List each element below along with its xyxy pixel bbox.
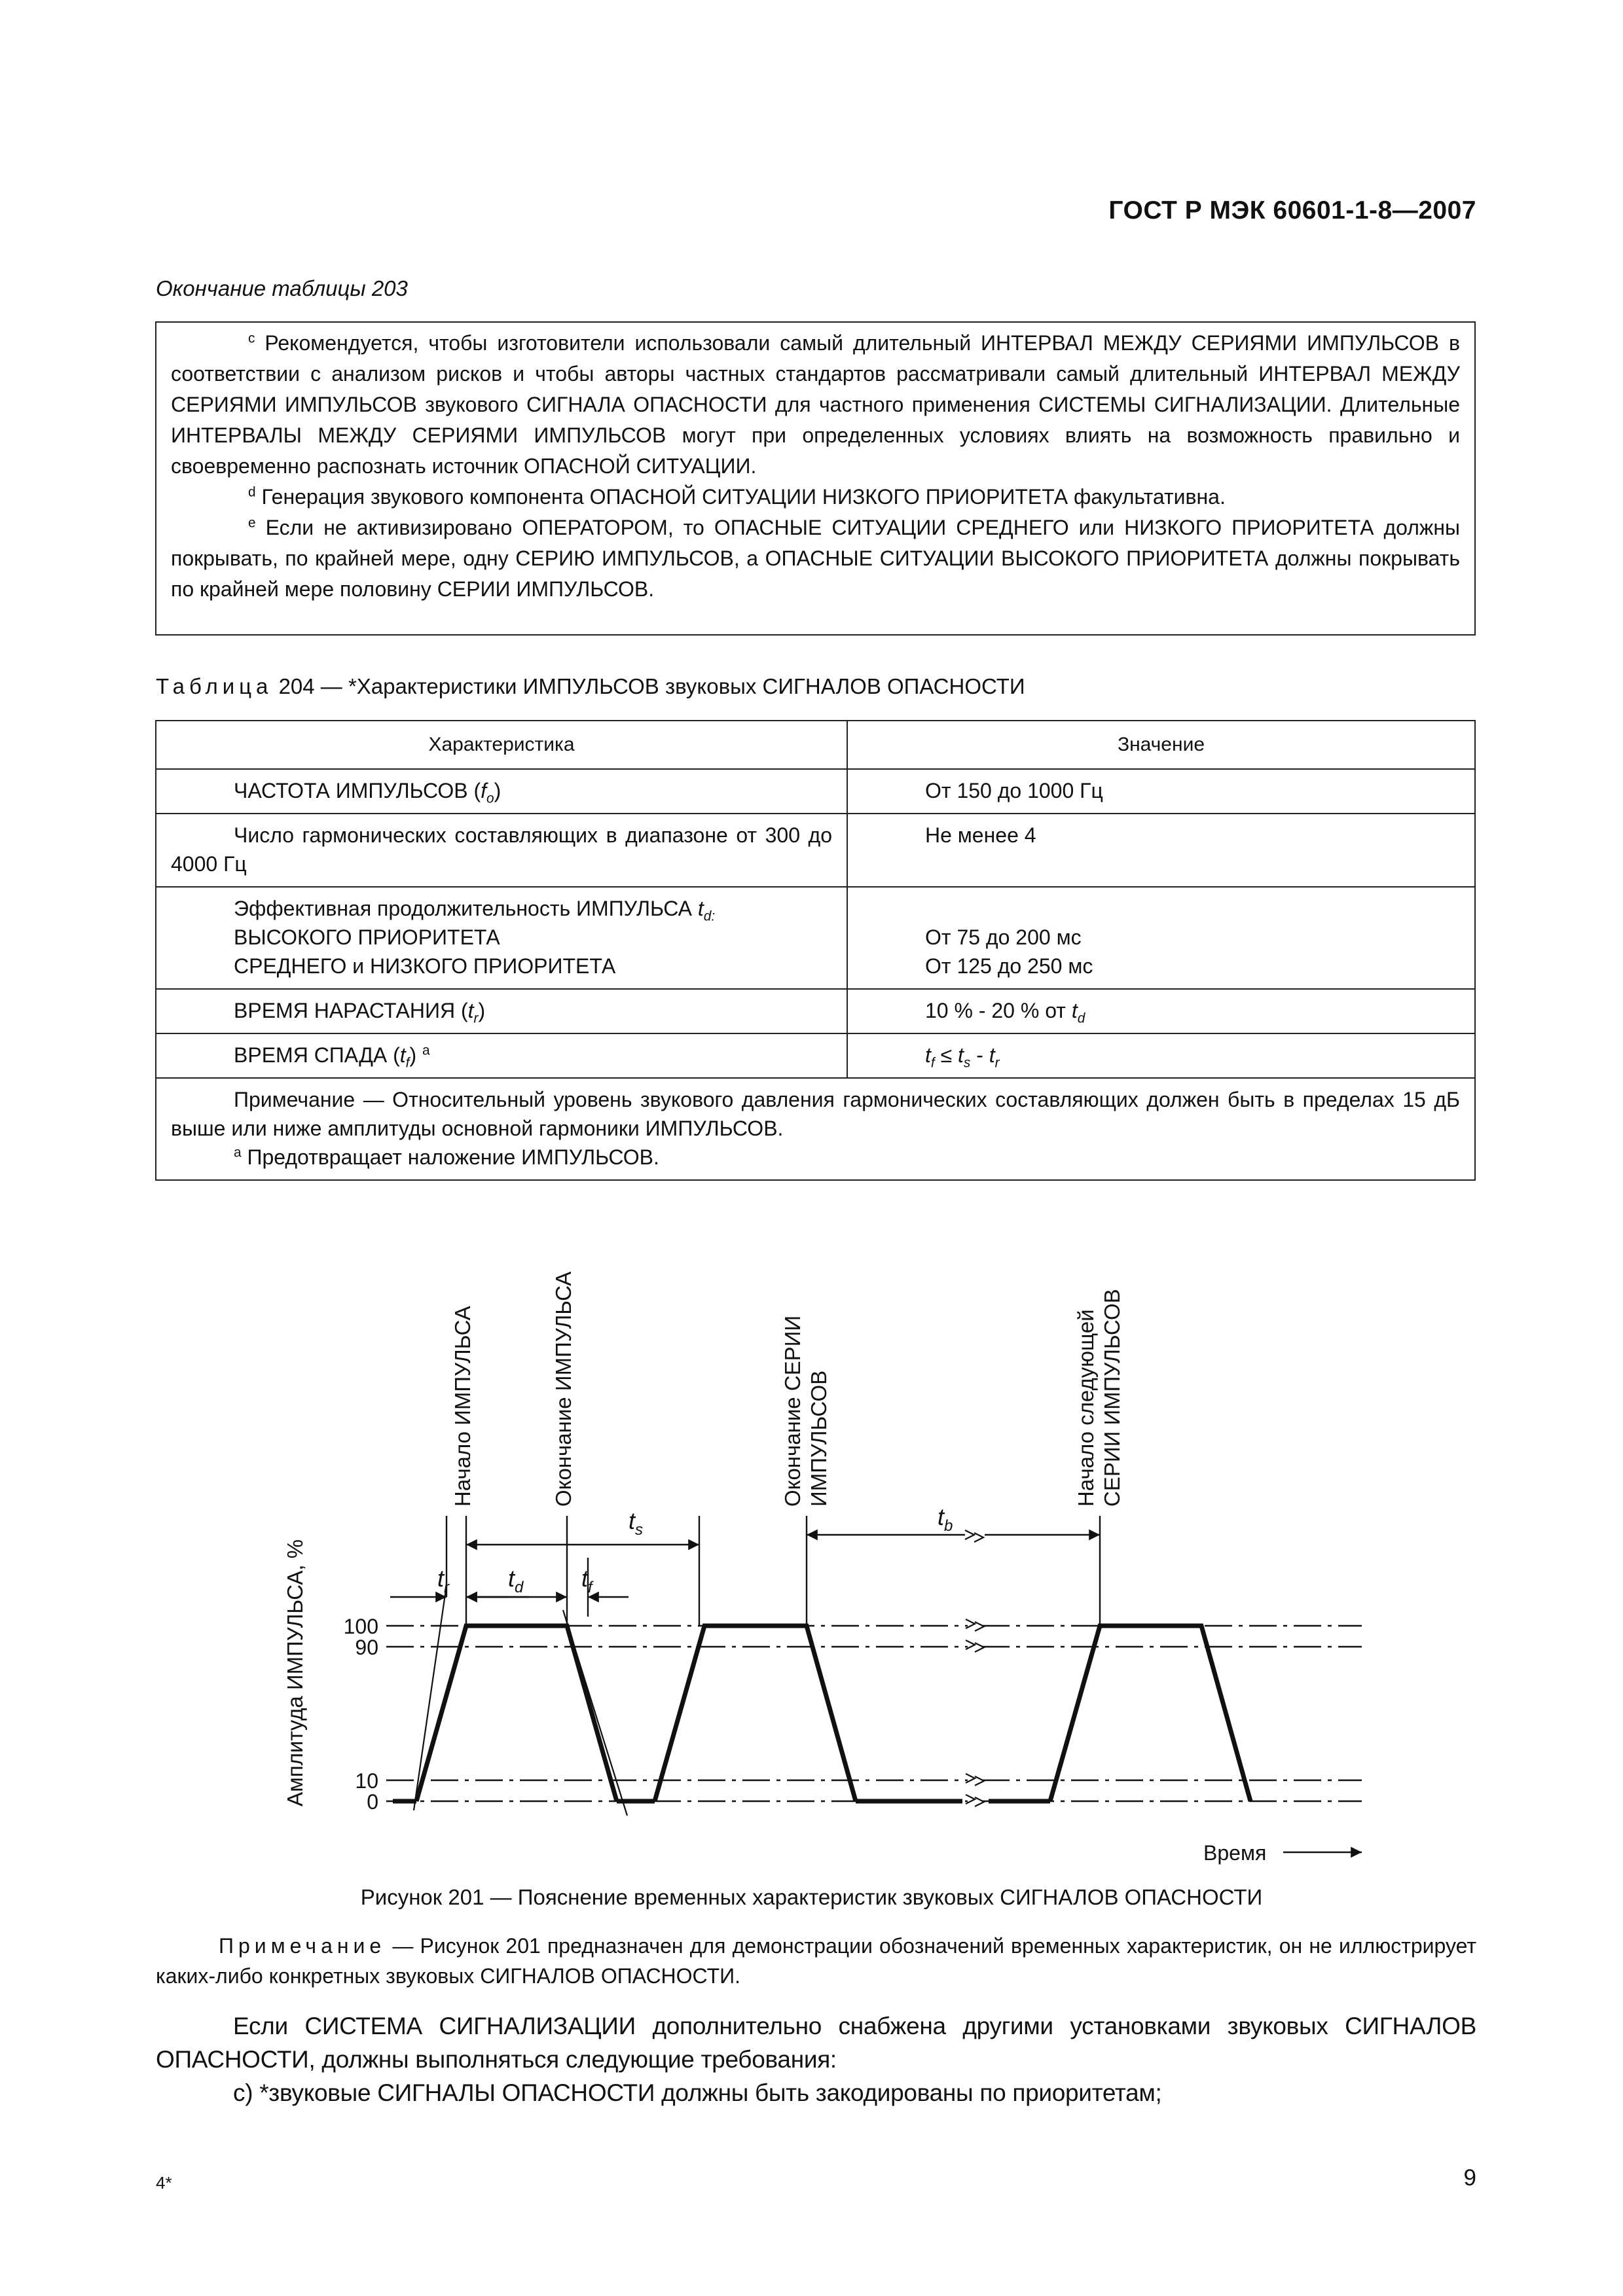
- footnote-mark: a: [422, 1043, 430, 1058]
- operator: -: [970, 1043, 989, 1067]
- figure-caption: Рисунок 201 — Пояснение временных характеристик звуковых СИГНАЛОВ ОПАСНОСТИ: [360, 1885, 1263, 1909]
- symbol: t: [467, 999, 474, 1022]
- label-next-series-line2: СЕРИИ ИМПУЛЬСОВ: [1100, 1289, 1124, 1507]
- ts-label: $t_s$: [629, 1507, 644, 1539]
- label-pulse-end: Окончание ИМПУЛЬСА: [551, 1271, 575, 1507]
- footnote-e-text: Если не активизировано ОПЕРАТОРОМ, то ОПАСНЫЕ СИТУАЦИИ СРЕДНЕГО или НИЗКОГО ПРИОРИТЕТА должны покрывать, по крайней мере, одну СЕРИЮ ИМПУЛЬСОВ, а ОПАСНЫЕ СИТУАЦИИ ВЫСОКОГО ПРИОРИТЕТА должны покрывать по крайней мере половину СЕРИИ ИМПУЛЬСОВ.: [171, 516, 1461, 601]
- cell-text: ЧАСТОТА ИМПУЛЬСОВ (: [234, 779, 481, 802]
- column-header-value: Значение: [847, 721, 1475, 769]
- symbol: t: [989, 1043, 995, 1067]
- x-axis-label: Время: [1203, 1841, 1267, 1865]
- pulse-3: [1050, 1626, 1250, 1801]
- footnote-mark: a: [234, 1145, 242, 1160]
- cell-text: ): [409, 1043, 417, 1067]
- symbol-subscript: r: [994, 1055, 1000, 1071]
- cell-text: ВРЕМЯ СПАДА (: [234, 1043, 400, 1067]
- pulse-2: [655, 1626, 856, 1801]
- footnote-e-mark: e: [248, 515, 256, 531]
- tb-label: $t_b$: [938, 1503, 953, 1535]
- tick-10: 10: [355, 1769, 378, 1793]
- figure-note: [156, 1931, 1476, 1991]
- symbol: t: [1071, 999, 1078, 1022]
- symbol-subscript: s: [963, 1055, 971, 1071]
- cell-value: Не менее 4: [847, 814, 1475, 887]
- tick-100: 100: [343, 1615, 378, 1638]
- symbol: t: [925, 1043, 931, 1067]
- cell-text: ВЫСОКОГО ПРИОРИТЕТА: [234, 925, 500, 949]
- table-note-text: Примечание — Относительный уровень звукового давления гармонических составляющих должен быть в пределах 15 дБ выше или ниже амплитуды основной гармоники ИМПУЛЬСОВ.: [171, 1088, 1460, 1140]
- cell-text: Число гармонических составляющих в диапазоне от 300 до 4000 Гц: [171, 823, 832, 876]
- footnote-d-text: Генерация звукового компонента ОПАСНОЙ СИТУАЦИИ НИЗКОГО ПРИОРИТЕТА факультативна.: [261, 485, 1226, 509]
- cell-text: ВРЕМЯ НАРАСТАНИЯ (: [234, 999, 468, 1022]
- rise-guide-line: [414, 1585, 447, 1810]
- tick-90: 90: [355, 1636, 378, 1659]
- body-list-item-c: c) *звуковые СИГНАЛЫ ОПАСНОСТИ должны быть закодированы по приоритетам;: [233, 2079, 1162, 2106]
- footnote-c-text: Рекомендуется, чтобы изготовители использовали самый длительный ИНТЕРВАЛ МЕЖДУ СЕРИЯМИ ИМПУЛЬСОВ в соответствии с анализом рисков и чтобы авторы частных стандартов рассматривали самый длительный ИНТЕРВАЛ МЕЖДУ СЕРИЯМИ ИМПУЛЬСОВ звукового СИГНАЛА ОПАСНОСТИ для частного применения СИСТЕМЫ СИГНАЛИЗАЦИИ. Длительные ИНТЕРВАЛЫ МЕЖДУ СЕРИЯМИ ИМПУЛЬСОВ могут при определенных условиях влиять на возможность правильно и своевременно распознать источник ОПАСНОЙ СИТУАЦИИ.: [171, 331, 1461, 478]
- sheet-mark: 4*: [156, 2173, 172, 2193]
- symbol-subscript: o: [486, 791, 494, 806]
- symbol: t: [958, 1043, 964, 1067]
- column-header-characteristic: Характеристика: [156, 721, 847, 769]
- value-mid: От 125 до 250 мс: [925, 954, 1093, 978]
- td-label: $t_d$: [508, 1565, 524, 1596]
- cell-text: Эффективная продолжительность ИМПУЛЬСА: [234, 897, 692, 920]
- table-caption-text: 204 — *Характеристики ИМПУЛЬСОВ звуковых СИГНАЛОВ ОПАСНОСТИ: [278, 674, 1025, 698]
- symbol: f: [481, 779, 487, 802]
- figure-note-label: Примечание: [219, 1934, 386, 1958]
- label-series-end-line2: ИМПУЛЬСОВ: [807, 1370, 831, 1507]
- page-number: 9: [1463, 2165, 1476, 2191]
- y-axis-label: Амплитуда ИМПУЛЬСА, %: [283, 1539, 307, 1806]
- symbol-subscript: f: [405, 1055, 410, 1071]
- cell-text: 10 % - 20 % от: [925, 999, 1066, 1022]
- label-next-series-line1: Начало следующей: [1074, 1309, 1098, 1507]
- cell-text: ): [494, 779, 501, 802]
- pulse-1: [416, 1626, 617, 1801]
- symbol-subscript: d:: [703, 908, 716, 924]
- footnote-text: Предотвращает наложение ИМПУЛЬСОВ.: [247, 1145, 659, 1169]
- label-pulse-start: Начало ИМПУЛЬСА: [450, 1306, 475, 1507]
- symbol-subscript: r: [473, 1011, 479, 1026]
- fall-guide-line: [563, 1610, 627, 1816]
- axis-break-marks: [965, 1530, 984, 1806]
- tick-0: 0: [367, 1790, 378, 1814]
- label-series-end-line1: Окончание СЕРИИ: [780, 1315, 805, 1507]
- table-continuation-caption: Окончание таблицы 203: [156, 276, 408, 300]
- value-high: От 75 до 200 мс: [925, 925, 1082, 949]
- tf-label: $t_f$: [581, 1565, 593, 1596]
- cell-text: СРЕДНЕГО и НИЗКОГО ПРИОРИТЕТА: [234, 954, 616, 978]
- operator: ≤: [934, 1043, 958, 1067]
- symbol-subscript: d: [1077, 1011, 1085, 1026]
- symbol: t: [399, 1043, 406, 1067]
- footnote-d-mark: d: [248, 484, 256, 500]
- body-paragraph: Если СИСТЕМА СИГНАЛИЗАЦИИ дополнительно снабжена другими установками звуковых СИГНАЛОВ ОПАСНОСТИ, должны выполняться следующие требования:: [156, 2013, 1476, 2073]
- symbol-subscript: f: [930, 1055, 935, 1071]
- figure-note-text: — Рисунок 201 предназначен для демонстрации обозначений временных характеристик, он не иллюстрирует каких-либо конкретных звуковых СИГНАЛОВ ОПАСНОСТИ.: [156, 1934, 1477, 1988]
- table-caption-label: Таблица: [156, 674, 273, 698]
- symbol: t: [697, 897, 704, 920]
- cell-value: От 150 до 1000 Гц: [847, 769, 1475, 814]
- body-text: [156, 2009, 1476, 2109]
- tr-label: $t_r$: [437, 1565, 450, 1596]
- cell-text: ): [478, 999, 486, 1022]
- footnote-c-mark: c: [248, 331, 255, 346]
- document-id: ГОСТ Р МЭК 60601-1-8—2007: [1108, 196, 1476, 224]
